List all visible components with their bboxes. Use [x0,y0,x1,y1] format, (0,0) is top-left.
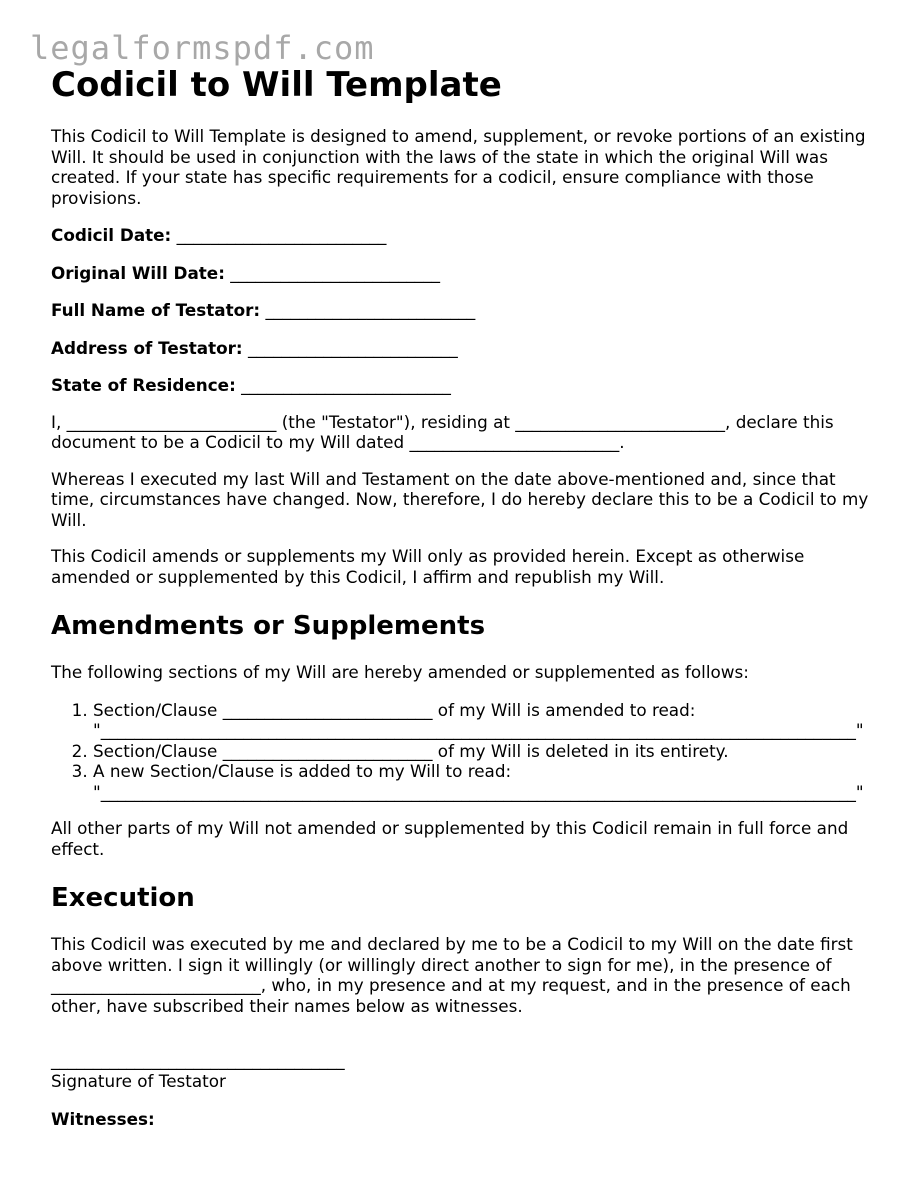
field-codicil-date [51,225,881,246]
field-blank: _________________________ [241,375,451,395]
watermark: legalformspdf.com [30,29,375,67]
whereas-paragraph: Whereas I executed my last Will and Testament on the date above-mentioned and, since that time, circumstances have changed. Now, therefore, I do hereby declare this to be a Codicil to my Will. [51,468,869,530]
document-title: Codicil to Will Template [51,65,502,105]
witnesses-label: Witnesses: [51,1109,155,1129]
amendments-closing: All other parts of my Will not amended or supplemented by this Codicil remain in full force and effect. [51,818,849,859]
field-label: Address of Testator: [51,337,243,358]
signature-line: ___________________________________ [51,1050,345,1070]
list-item [93,761,881,802]
field-label: Full Name of Testator: [51,300,261,320]
list-item [93,741,881,762]
document-page [51,62,881,1130]
amendment-text: A new Section/Clause is added to my Will to read: [93,761,512,781]
field-blank: _________________________ [176,225,387,245]
testator-fields [51,225,881,396]
field-blank: _________________________ [230,262,441,283]
amendment-text: Section/Clause _________________________ of my Will is deleted in its entirety. [93,740,729,761]
field-blank: _________________________ [247,337,458,358]
signature-label: Signature of Testator [51,1070,226,1091]
field-full-name-of-testator [51,300,881,321]
field-label: Original Will Date: [51,262,225,283]
amendment-quote-blank: "__________________________________________________________________________________________" [93,781,864,802]
field-original-will-date [51,263,881,284]
field-label: Codicil Date: [51,225,172,245]
intro-paragraph: This Codicil to Will Template is designed to amend, supplement, or revoke portions of an existing Will. It should be used in conjunction with the laws of the state in which the original Will was created. If your state has specific requirements for a codicil, ensure compliance with those provisions. [51,126,866,208]
field-label: State of Residence: [51,375,236,395]
field-blank: _________________________ [265,300,476,320]
list-item [93,700,881,741]
field-address-of-testator [51,338,881,359]
execution-heading: Execution [51,883,195,913]
field-state-of-residence [51,375,881,396]
amendment-quote-blank: "__________________________________________________________________________________________" [93,720,864,740]
amendments-intro: The following sections of my Will are hereby amended or supplemented as follows: [51,662,749,682]
declaration-paragraph: I, _________________________ (the "Testator"), residing at _________________________, declare this document to be a Codicil to my Will dated _________________________. [51,411,834,452]
amendments-heading: Amendments or Supplements [51,611,486,641]
execution-paragraph: This Codicil was executed by me and declared by me to be a Codicil to my Will on the date first above written. I sign it willingly (or willingly direct another to sign for me), in the presence of _________________________, who, in my presence and at my request, and in the presence of each other, have subscribed their names below as witnesses. [51,934,853,1016]
amendment-text: Section/Clause _________________________ of my Will is amended to read: [93,699,696,720]
amends-statement-paragraph: This Codicil amends or supplements my Will only as provided herein. Except as otherwise amended or supplemented by this Codicil, I affirm and republish my Will. [51,546,805,587]
amendments-list [51,700,881,803]
